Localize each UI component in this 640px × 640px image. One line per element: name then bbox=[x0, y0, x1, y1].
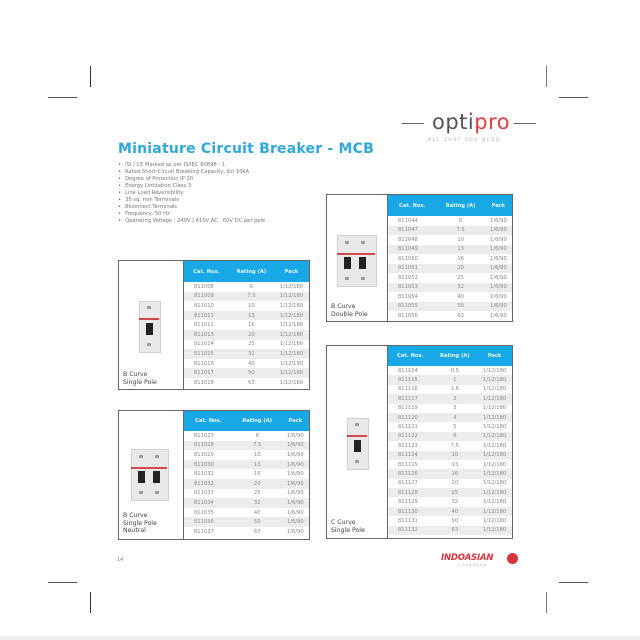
table-row bbox=[184, 527, 309, 537]
product-table-body bbox=[388, 366, 512, 535]
cell-cat: 811119 bbox=[398, 405, 418, 412]
cell-cat: 811044 bbox=[398, 217, 418, 224]
cell-pack: 1/12/180 bbox=[477, 432, 512, 441]
cell-cat: 811056 bbox=[398, 312, 418, 319]
cell-rating: 20 bbox=[451, 480, 459, 487]
table-row bbox=[184, 517, 309, 527]
cell-rating: 63 bbox=[248, 379, 255, 386]
cell-pack: 1/6/90 bbox=[490, 293, 507, 300]
product-table-body bbox=[388, 216, 512, 321]
cell-rating: 3 bbox=[453, 405, 457, 412]
cell-pack: 1/12/180 bbox=[477, 394, 512, 403]
cell-rating: 6 bbox=[458, 217, 463, 224]
cell-pack: 1/12/180 bbox=[274, 368, 309, 378]
cell-cat: 811052 bbox=[398, 274, 418, 281]
mcb-spn-image bbox=[131, 449, 167, 499]
cell-rating: 40 bbox=[457, 293, 464, 300]
col-header-cat: Cat. Nos. bbox=[388, 195, 436, 216]
cell-pack: 1/6/90 bbox=[485, 283, 512, 293]
feature-item: • Frequency: 50 Hz bbox=[118, 211, 265, 218]
table-row bbox=[388, 507, 512, 516]
cell-pack: 1/6/90 bbox=[286, 451, 304, 458]
cell-pack: 1/6/90 bbox=[485, 302, 512, 312]
cell-rating: 40 bbox=[433, 507, 477, 516]
table-row bbox=[388, 469, 512, 478]
cell-pack: 1/12/180 bbox=[279, 302, 304, 309]
cell-cat: 811012 bbox=[194, 322, 214, 329]
cell-pack: 1/12/180 bbox=[279, 341, 304, 348]
cell-pack: 1/12/180 bbox=[274, 349, 309, 359]
cell-cat: 811117 bbox=[388, 394, 433, 403]
col-header-cat: Cat. Nos. bbox=[184, 261, 229, 282]
cell-cat: 811018 bbox=[194, 379, 214, 386]
cell-rating: 25 bbox=[248, 341, 255, 348]
cell-cat: 811033 bbox=[194, 490, 214, 497]
cell-rating: 25 bbox=[433, 488, 477, 497]
feature-item: • Degree of Protection IP 20 bbox=[118, 176, 265, 183]
cell-pack: 1/12/180 bbox=[279, 379, 304, 386]
cell-pack: 1/6/90 bbox=[282, 460, 309, 470]
product-block-b-single-pole bbox=[118, 260, 310, 390]
table-row bbox=[184, 359, 309, 369]
table-row bbox=[388, 235, 512, 245]
table-row bbox=[184, 320, 309, 330]
table-row bbox=[184, 450, 309, 460]
table-row bbox=[184, 311, 309, 321]
page-title: Miniature Circuit Breaker - MCB bbox=[118, 141, 374, 157]
cell-rating: 63 bbox=[433, 526, 477, 535]
mcb-single-pole-image bbox=[347, 418, 367, 468]
crop-mark bbox=[48, 582, 77, 583]
cell-cat: 811051 bbox=[388, 264, 436, 274]
product-table bbox=[388, 346, 512, 535]
table-row bbox=[184, 301, 309, 311]
crop-mark bbox=[546, 66, 547, 87]
cell-cat: 811124 bbox=[388, 451, 433, 460]
cell-rating: 25 bbox=[457, 274, 464, 281]
cell-pack: 1/12/180 bbox=[274, 330, 309, 340]
product-image-pane bbox=[327, 346, 388, 538]
col-header-rating: Rating (A) bbox=[233, 411, 282, 431]
feature-list bbox=[118, 162, 265, 225]
feature-item: • 35 sq. mm Terminals bbox=[118, 197, 265, 204]
cell-pack: 1/6/90 bbox=[282, 498, 309, 508]
cell-cat: 811027 bbox=[194, 432, 214, 439]
cell-pack: 1/6/90 bbox=[490, 236, 507, 243]
cell-pack: 1/6/90 bbox=[286, 509, 304, 516]
cell-pack: 1/12/180 bbox=[482, 405, 507, 412]
cell-rating: 50 bbox=[233, 517, 282, 527]
crop-mark bbox=[559, 97, 588, 98]
cell-rating: 4 bbox=[433, 413, 477, 422]
table-row bbox=[184, 340, 309, 350]
cell-cat: 811010 bbox=[194, 302, 214, 309]
feature-item: • Energy Limitation Class 3 bbox=[118, 183, 265, 190]
feature-item: • Rated Short-Circuit Breaking Capacity, Icn 10kA bbox=[118, 169, 265, 176]
brand-wordmark: optipro bbox=[432, 110, 511, 134]
cell-rating: 7.5 bbox=[229, 292, 274, 302]
brand-tagline: ALL THAT YOU NEED bbox=[428, 138, 502, 143]
mcb-double-pole-image bbox=[337, 235, 375, 285]
cell-cat: 811047 bbox=[388, 226, 436, 236]
cell-rating: 13 bbox=[436, 245, 484, 255]
cell-cat: 811116 bbox=[398, 386, 418, 393]
cell-pack: 1/12/180 bbox=[482, 480, 507, 487]
cell-pack: 1/12/180 bbox=[477, 375, 512, 384]
product-table-body bbox=[184, 282, 309, 388]
product-caption: B Curve Single Pole Neutral bbox=[123, 512, 157, 534]
indoasian-logo: INDOASIAN FUSEGEAR bbox=[441, 553, 521, 569]
product-caption: B Curve Double Pole bbox=[331, 303, 368, 318]
table-row bbox=[388, 422, 512, 431]
table-row bbox=[388, 385, 512, 394]
cell-cat: 811132 bbox=[388, 526, 433, 535]
cell-rating: 20 bbox=[229, 330, 274, 340]
page-number: 14 bbox=[117, 557, 124, 563]
cell-cat: 811030 bbox=[184, 460, 233, 470]
cell-pack: 1/12/180 bbox=[279, 322, 304, 329]
table-row bbox=[388, 311, 512, 321]
table-row bbox=[184, 469, 309, 479]
cell-cat: 811029 bbox=[194, 451, 214, 458]
table-row bbox=[388, 432, 512, 441]
cell-cat: 811048 bbox=[398, 236, 418, 243]
table-row bbox=[184, 330, 309, 340]
cell-cat: 811009 bbox=[184, 292, 229, 302]
cell-cat: 811129 bbox=[398, 499, 418, 506]
cell-rating: 50 bbox=[436, 302, 484, 312]
cell-pack: 1/6/90 bbox=[485, 245, 512, 255]
feature-item: • ISI / CE Marked as per IS/IEC 60898 - 1 bbox=[118, 162, 265, 169]
cell-cat: 811130 bbox=[388, 507, 433, 516]
cell-cat: 811114 bbox=[398, 367, 418, 374]
cell-pack: 1/12/180 bbox=[482, 442, 507, 449]
feature-item: • Operating Voltage : 240V / 415V AC , 60V DC per pole bbox=[118, 218, 265, 225]
cell-cat: 811014 bbox=[194, 341, 214, 348]
cell-cat: 811121 bbox=[398, 424, 418, 431]
table-row bbox=[184, 489, 309, 499]
cell-rating: 25 bbox=[253, 490, 261, 497]
cell-rating: 16 bbox=[248, 322, 255, 329]
cell-rating: 63 bbox=[457, 312, 464, 319]
cell-pack: 1/6/90 bbox=[286, 528, 304, 535]
table-row bbox=[184, 368, 309, 378]
table-row bbox=[388, 264, 512, 274]
product-table-body bbox=[184, 431, 309, 537]
table-row bbox=[184, 349, 309, 359]
cell-pack: 1/12/180 bbox=[482, 367, 507, 374]
product-image-pane bbox=[327, 195, 388, 321]
cell-pack: 1/6/90 bbox=[282, 479, 309, 489]
table-row bbox=[388, 245, 512, 255]
cell-cat: 811115 bbox=[388, 375, 433, 384]
cell-pack: 1/6/90 bbox=[490, 255, 507, 262]
table-row bbox=[184, 460, 309, 470]
product-image-pane bbox=[119, 261, 184, 389]
cell-cat: 811015 bbox=[184, 349, 229, 359]
cell-cat: 811032 bbox=[184, 479, 233, 489]
cell-rating: 10 bbox=[248, 302, 255, 309]
table-row bbox=[184, 508, 309, 518]
cell-rating: 32 bbox=[436, 283, 484, 293]
table-row bbox=[388, 404, 512, 413]
brand-rule-left bbox=[402, 123, 424, 124]
table-row bbox=[388, 254, 512, 264]
cell-cat: 811050 bbox=[398, 255, 418, 262]
cell-rating: 1.6 bbox=[450, 386, 459, 393]
cell-rating: 7.5 bbox=[436, 226, 484, 236]
cell-pack: 1/6/90 bbox=[485, 264, 512, 274]
cell-rating: 16 bbox=[253, 471, 261, 478]
cell-rating: 63 bbox=[253, 528, 261, 535]
brand-logo bbox=[402, 110, 542, 150]
cell-rating: 13 bbox=[451, 461, 459, 468]
product-block-b-single-pole-neutral bbox=[118, 410, 310, 540]
crop-mark bbox=[546, 592, 547, 613]
cell-rating: 6 bbox=[255, 432, 259, 439]
cell-pack: 1/12/180 bbox=[482, 517, 507, 524]
col-header-cat: Cat. Nos. bbox=[388, 346, 433, 366]
cell-pack: 1/12/180 bbox=[279, 360, 304, 367]
cell-rating: 1 bbox=[433, 375, 477, 384]
table-row bbox=[388, 226, 512, 236]
cell-cat: 811028 bbox=[184, 441, 233, 451]
cell-pack: 1/12/180 bbox=[274, 311, 309, 321]
table-row bbox=[388, 292, 512, 302]
cell-pack: 1/12/180 bbox=[477, 469, 512, 478]
table-row bbox=[388, 366, 512, 375]
crop-mark bbox=[90, 592, 91, 613]
cell-rating: 7.5 bbox=[233, 441, 282, 451]
col-header-rating: Rating (A) bbox=[436, 195, 484, 216]
col-header-pack: Pack bbox=[274, 261, 309, 282]
table-row bbox=[388, 460, 512, 469]
cell-cat: 811055 bbox=[388, 302, 436, 312]
crop-mark bbox=[559, 582, 588, 583]
product-block-b-double-pole bbox=[326, 194, 513, 322]
cell-rating: 7.5 bbox=[450, 442, 459, 449]
cell-rating: 32 bbox=[451, 499, 459, 506]
col-header-rating: Rating (A) bbox=[229, 261, 274, 282]
cell-pack: 1/6/90 bbox=[286, 432, 304, 439]
table-row bbox=[388, 302, 512, 312]
product-block-c-single-pole bbox=[326, 345, 513, 539]
crop-mark bbox=[90, 66, 91, 87]
cell-cat: 811017 bbox=[184, 368, 229, 378]
product-caption: C Curve Single Pole bbox=[331, 519, 365, 534]
cell-pack: 1/6/90 bbox=[286, 471, 304, 478]
cell-pack: 1/12/180 bbox=[477, 507, 512, 516]
cell-rating: 0.5 bbox=[450, 367, 459, 374]
col-header-pack: Pack bbox=[282, 411, 309, 431]
cell-rating: 10 bbox=[457, 236, 464, 243]
col-header-pack: Pack bbox=[485, 195, 512, 216]
cell-pack: 1/12/180 bbox=[482, 499, 507, 506]
cell-cat: 811016 bbox=[194, 360, 214, 367]
mcb-single-pole-image bbox=[139, 301, 159, 351]
table-row bbox=[184, 431, 309, 441]
cell-cat: 811123 bbox=[398, 442, 418, 449]
table-row bbox=[388, 516, 512, 525]
table-row bbox=[388, 441, 512, 450]
cell-rating: 32 bbox=[229, 349, 274, 359]
table-row bbox=[184, 498, 309, 508]
cell-rating: 6 bbox=[249, 283, 254, 290]
cell-pack: 1/12/180 bbox=[482, 461, 507, 468]
col-header-pack: Pack bbox=[477, 346, 512, 366]
cell-pack: 1/12/180 bbox=[477, 451, 512, 460]
table-row bbox=[184, 292, 309, 302]
cell-cat: 811120 bbox=[388, 413, 433, 422]
cell-pack: 1/6/90 bbox=[490, 217, 507, 224]
cell-rating: 50 bbox=[451, 517, 459, 524]
table-row bbox=[388, 413, 512, 422]
cell-rating: 5 bbox=[453, 424, 457, 431]
cell-cat: 811035 bbox=[194, 509, 214, 516]
table-row bbox=[388, 488, 512, 497]
cell-pack: 1/12/180 bbox=[279, 283, 304, 290]
cell-cat: 811037 bbox=[194, 528, 214, 535]
table-row bbox=[388, 375, 512, 384]
cell-pack: 1/12/180 bbox=[477, 526, 512, 535]
cell-rating: 10 bbox=[433, 451, 477, 460]
cell-cat: 811127 bbox=[398, 480, 418, 487]
cell-rating: 50 bbox=[229, 368, 274, 378]
product-table bbox=[388, 195, 512, 321]
cell-rating: 16 bbox=[433, 469, 477, 478]
cell-cat: 811122 bbox=[388, 432, 433, 441]
cell-rating: 40 bbox=[248, 360, 255, 367]
cell-cat: 811125 bbox=[398, 461, 418, 468]
cell-pack: 1/6/90 bbox=[282, 517, 309, 527]
cell-pack: 1/12/180 bbox=[477, 488, 512, 497]
cell-cat: 811008 bbox=[194, 283, 214, 290]
table-row bbox=[388, 526, 512, 535]
product-table bbox=[184, 261, 309, 388]
cell-pack: 1/12/180 bbox=[274, 292, 309, 302]
cell-cat: 811054 bbox=[398, 293, 418, 300]
cell-pack: 1/6/90 bbox=[490, 274, 507, 281]
cell-pack: 1/6/90 bbox=[286, 490, 304, 497]
cell-pack: 1/12/180 bbox=[482, 424, 507, 431]
cell-rating: 40 bbox=[253, 509, 261, 516]
feature-item: • Line Load Reversibility bbox=[118, 190, 265, 197]
table-row bbox=[388, 479, 512, 488]
brand-rule-right bbox=[514, 123, 536, 124]
cell-rating: 13 bbox=[233, 460, 282, 470]
cell-rating: 20 bbox=[436, 264, 484, 274]
product-table bbox=[184, 411, 309, 537]
cell-rating: 20 bbox=[233, 479, 282, 489]
feature-item: • Biconnect Terminals bbox=[118, 204, 265, 211]
crop-mark bbox=[48, 97, 77, 98]
table-row bbox=[184, 479, 309, 489]
table-row bbox=[388, 394, 512, 403]
cell-cat: 811126 bbox=[388, 469, 433, 478]
cell-pack: 1/12/180 bbox=[477, 413, 512, 422]
cell-cat: 811031 bbox=[194, 471, 214, 478]
cell-cat: 811131 bbox=[398, 517, 418, 524]
table-row bbox=[184, 378, 309, 388]
table-row bbox=[184, 282, 309, 292]
cell-cat: 811049 bbox=[388, 245, 436, 255]
table-row bbox=[388, 451, 512, 460]
table-row bbox=[388, 283, 512, 293]
cell-rating: 10 bbox=[253, 451, 261, 458]
product-image-pane bbox=[119, 411, 184, 539]
cell-pack: 1/6/90 bbox=[490, 312, 507, 319]
cell-pack: 1/12/180 bbox=[482, 386, 507, 393]
cell-rating: 2 bbox=[433, 394, 477, 403]
col-header-cat: Cat. Nos. bbox=[184, 411, 233, 431]
cell-rating: 32 bbox=[233, 498, 282, 508]
page-edge bbox=[0, 636, 640, 640]
cell-rating: 6 bbox=[433, 432, 477, 441]
table-row bbox=[388, 216, 512, 226]
cell-rating: 16 bbox=[457, 255, 464, 262]
product-caption: B Curve Single Pole bbox=[123, 371, 157, 386]
cell-rating: 13 bbox=[229, 311, 274, 321]
cell-cat: 811011 bbox=[184, 311, 229, 321]
cell-cat: 811053 bbox=[388, 283, 436, 293]
table-row bbox=[388, 497, 512, 506]
cell-pack: 1/6/90 bbox=[485, 226, 512, 236]
col-header-rating: Rating (A) bbox=[433, 346, 477, 366]
cell-cat: 811036 bbox=[184, 517, 233, 527]
table-row bbox=[388, 273, 512, 283]
cell-cat: 811034 bbox=[184, 498, 233, 508]
table-row bbox=[184, 441, 309, 451]
cell-cat: 811128 bbox=[388, 488, 433, 497]
cell-cat: 811013 bbox=[184, 330, 229, 340]
cell-pack: 1/6/90 bbox=[282, 441, 309, 451]
indoasian-logo-mark-icon bbox=[507, 553, 518, 564]
